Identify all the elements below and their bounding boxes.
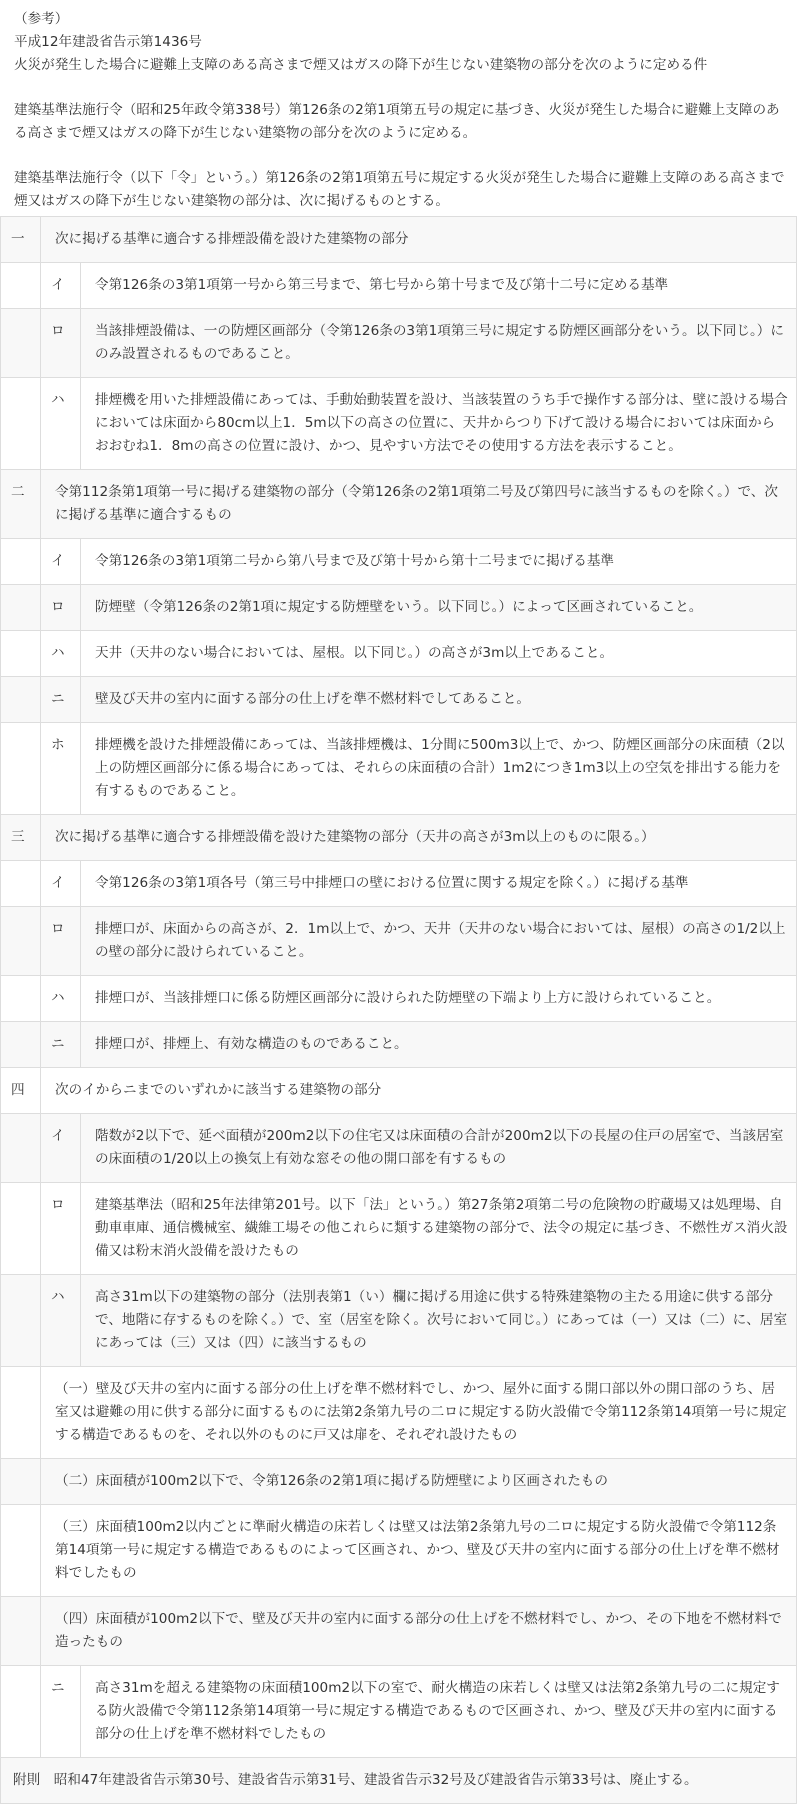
item-number: 四 bbox=[1, 1068, 41, 1114]
item-row bbox=[1, 1068, 797, 1114]
sub-item-text: 排煙口が、排煙上、有効な構造のものであること。 bbox=[81, 1022, 797, 1068]
sub-item-text: 令第126条の3第1項第二号から第八号まで及び第十号から第十二号までに掲げる基準 bbox=[81, 539, 797, 585]
sub-sub-item-row bbox=[1, 1459, 797, 1505]
sub-item-row bbox=[1, 378, 797, 470]
sub-item-text: 防煙壁（令第126条の2第1項に規定する防煙壁をいう。以下同じ。）によって区画されていること。 bbox=[81, 585, 797, 631]
sub-item-row bbox=[1, 539, 797, 585]
sub-item-label: イ bbox=[41, 861, 81, 907]
item-row bbox=[1, 815, 797, 861]
sub-item-text: 排煙口が、床面からの高さが、2．1m以上で、かつ、天井（天井のない場合においては、屋根）の高さの1/2以上の壁の部分に設けられていること。 bbox=[81, 907, 797, 976]
sub-item-label: ハ bbox=[41, 631, 81, 677]
sub-item-text: 令第126条の3第1項第一号から第三号まで、第七号から第十号まで及び第十二号に定める基準 bbox=[81, 263, 797, 309]
sub-item-text: 排煙機を用いた排煙設備にあっては、手動始動装置を設け、当該装置のうち手で操作する部分は、壁に設ける場合においては床面から80cm以上1．5m以下の高さの位置に、天井からつり下げて設ける場合においては床面からおおむね1．8mの高さの位置に設け、かつ、見やすい方法でその使用する方法を表示すること。 bbox=[81, 378, 797, 470]
supplementary-row bbox=[1, 1758, 797, 1804]
item-text: 次に掲げる基準に適合する排煙設備を設けた建築物の部分（天井の高さが3m以上のものに限る。） bbox=[41, 815, 797, 861]
item-row bbox=[1, 470, 797, 539]
sub-item-label: ハ bbox=[41, 378, 81, 470]
sub-item-row bbox=[1, 677, 797, 723]
sub-item-label: ロ bbox=[41, 309, 81, 378]
sub-item-row bbox=[1, 585, 797, 631]
item-number: 三 bbox=[1, 815, 41, 861]
sub-sub-item-row bbox=[1, 1597, 797, 1666]
item-row bbox=[1, 217, 797, 263]
sub-item-label: ホ bbox=[41, 723, 81, 815]
sub-item-row bbox=[1, 1022, 797, 1068]
sub-item-row bbox=[1, 1114, 797, 1183]
sub-item-text: 天井（天井のない場合においては、屋根。以下同じ。）の高さが3m以上であること。 bbox=[81, 631, 797, 677]
sub-item-label: ニ bbox=[41, 677, 81, 723]
sub-sub-item-row bbox=[1, 1367, 797, 1459]
sub-item-row bbox=[1, 1183, 797, 1275]
sub-sub-item-text: （四）床面積が100m2以下で、壁及び天井の室内に面する部分の仕上げを不燃材料でし、かつ、その下地を不燃材料で造ったもの bbox=[41, 1597, 797, 1666]
sub-item-row bbox=[1, 263, 797, 309]
item-text: 令第112条第1項第一号に掲げる建築物の部分（令第126条の2第1項第二号及び第四号に該当するものを除く。）で、次に掲げる基準に適合するもの bbox=[41, 470, 797, 539]
sub-item-label: ハ bbox=[41, 1275, 81, 1367]
sub-item-text: 排煙口が、当該排煙口に係る防煙区画部分に設けられた防煙壁の下端より上方に設けられていること。 bbox=[81, 976, 797, 1022]
sub-item-row bbox=[1, 907, 797, 976]
sub-item-text: 壁及び天井の室内に面する部分の仕上げを準不燃材料でしてあること。 bbox=[81, 677, 797, 723]
item-text: 次に掲げる基準に適合する排煙設備を設けた建築物の部分 bbox=[41, 217, 797, 263]
sub-item-text: 当該排煙設備は、一の防煙区画部分（令第126条の3第1項第三号に規定する防煙区画部分をいう。以下同じ。）にのみ設置されるものであること。 bbox=[81, 309, 797, 378]
sub-item-text: 階数が2以下で、延べ面積が200m2以下の住宅又は床面積の合計が200m2以下の長屋の住戸の居室で、当該居室の床面積の1/20以上の換気上有効な窓その他の開口部を有するもの bbox=[81, 1114, 797, 1183]
sub-item-text: 排煙機を設けた排煙設備にあっては、当該排煙機は、1分間に500m3以上で、かつ、防煙区画部分の床面積（2以上の防煙区画部分に係る場合にあっては、それらの床面積の合計）1m2につき1m3以上の空気を排出する能力を有するものであること。 bbox=[81, 723, 797, 815]
sub-item-row bbox=[1, 861, 797, 907]
notice-title: 火災が発生した場合に避難上支障のある高さまで煙又はガスの降下が生じない建築物の部分を次のように定める件 bbox=[14, 57, 708, 73]
sub-item-text: 令第126条の3第1項各号（第三号中排煙口の壁における位置に関する規定を除く。）に掲げる基準 bbox=[81, 861, 797, 907]
notice-number: 平成12年建設省告示第1436号 bbox=[14, 34, 202, 50]
sub-item-label: ニ bbox=[41, 1666, 81, 1758]
sub-item-label: ハ bbox=[41, 976, 81, 1022]
item-text: 次のイからニまでのいずれかに該当する建築物の部分 bbox=[41, 1068, 797, 1114]
item-number: 一 bbox=[1, 217, 41, 263]
sub-sub-item-row bbox=[1, 1505, 797, 1597]
sub-item-row bbox=[1, 309, 797, 378]
sub-sub-item-text: （一）壁及び天井の室内に面する部分の仕上げを準不燃材料でし、かつ、屋外に面する開口部以外の開口部のうち、居室又は避難の用に供する部分に面するものに法第2条第九号の二ロに規定する防火設備で令第112条第14項第一号に規定する構造であるものを、それ以外のものに戸又は扉を、それぞれ設けたもの bbox=[41, 1367, 797, 1459]
sub-item-label: ロ bbox=[41, 1183, 81, 1275]
supplementary-text: 昭和47年建設省告示第30号、建設省告示第31号、建設省告示32号及び建設省告示第33号は、廃止する。 bbox=[53, 1772, 698, 1788]
sub-item-row bbox=[1, 723, 797, 815]
sub-item-label: イ bbox=[41, 263, 81, 309]
sub-item-label: イ bbox=[41, 1114, 81, 1183]
sub-item-text: 建築基準法（昭和25年法律第201号。以下「法」という。）第27条第2項第二号の危険物の貯蔵場又は処理場、自動車車庫、通信機械室、繊維工場その他これらに類する建築物の部分で、法令の規定に基づき、不燃性ガス消火設備又は粉末消火設備を設けたもの bbox=[81, 1183, 797, 1275]
supplementary-label: 附則 bbox=[13, 1772, 41, 1788]
sub-item-label: ロ bbox=[41, 585, 81, 631]
provisions-table bbox=[0, 216, 797, 1804]
sub-item-text: 高さ31m以下の建築物の部分（法別表第1（い）欄に掲げる用途に供する特殊建築物の主たる用途に供する部分で、地階に存するものを除く。）で、室（居室を除く。次号において同じ。）にあっては（一）又は（二）に、居室にあっては（三）又は（四）に該当するもの bbox=[81, 1275, 797, 1367]
sub-item-row bbox=[1, 1275, 797, 1367]
sub-item-row bbox=[1, 1666, 797, 1758]
sub-item-label: イ bbox=[41, 539, 81, 585]
sub-item-row bbox=[1, 976, 797, 1022]
sub-item-label: ロ bbox=[41, 907, 81, 976]
sub-item-text: 高さ31mを超える建築物の床面積100m2以下の室で、耐火構造の床若しくは壁又は法第2条第九号の二に規定する防火設備で令第112条第14項第一号に規定する構造であるもので区画され、かつ、壁及び天井の室内に面する部分の仕上げを準不燃材料でしたもの bbox=[81, 1666, 797, 1758]
document-header bbox=[0, 8, 800, 213]
sub-sub-item-text: （二）床面積が100m2以下で、令第126条の2第1項に掲げる防煙壁により区画されたもの bbox=[41, 1459, 797, 1505]
sub-item-label: ニ bbox=[41, 1022, 81, 1068]
sub-item-row bbox=[1, 631, 797, 677]
sub-sub-item-text: （三）床面積100m2以内ごとに準耐火構造の床若しくは壁又は法第2条第九号の二ロに規定する防火設備で令第112条第14項第一号に規定する構造であるものによって区画され、かつ、壁及び天井の室内に面する部分の仕上げを準不燃材料でしたもの bbox=[41, 1505, 797, 1597]
enactment-clause: 建築基準法施行令（昭和25年政令第338号）第126条の2第1項第五号の規定に基づき、火災が発生した場合に避難上支障のある高さまで煙又はガスの降下が生じない建築物の部分を次のように定める。 bbox=[14, 102, 780, 141]
item-number: 二 bbox=[1, 470, 41, 539]
reference-label: （参考） bbox=[14, 11, 69, 27]
main-clause: 建築基準法施行令（以下「令」という。）第126条の2第1項第五号に規定する火災が発生した場合に避難上支障のある高さまで煙又はガスの降下が生じない建築物の部分は、次に掲げるものとする。 bbox=[14, 170, 785, 209]
